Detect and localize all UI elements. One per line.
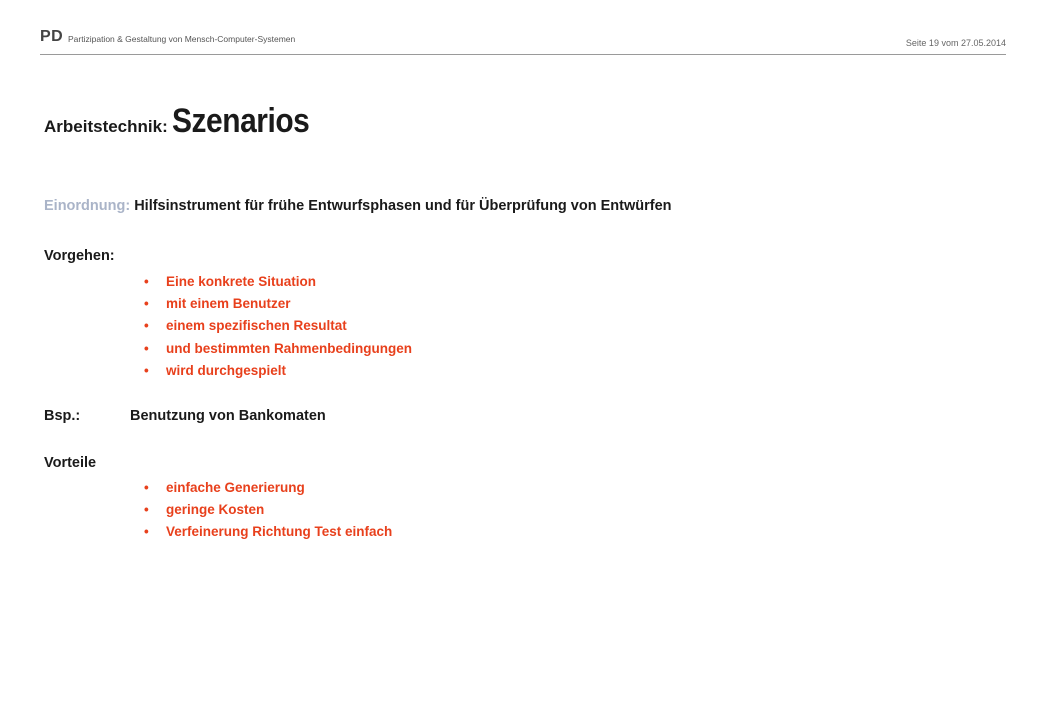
bullet-dot: • xyxy=(144,341,149,356)
bullet-dot: • xyxy=(144,524,149,539)
vorgehen-item xyxy=(144,296,291,311)
vorgehen-item-text: mit einem Benutzer xyxy=(166,296,291,311)
slide-header xyxy=(40,26,1006,55)
vorteile-item-text: geringe Kosten xyxy=(166,502,265,517)
bullet-dot: • xyxy=(144,363,149,378)
pd-logo: PD xyxy=(40,28,64,45)
vorteile-item xyxy=(144,480,305,495)
vorgehen-item-text: wird durchgespielt xyxy=(166,363,287,378)
bsp-line xyxy=(44,408,326,424)
einordnung-line xyxy=(44,198,672,214)
bsp-label: Bsp.: xyxy=(44,408,81,424)
bsp-text: Benutzung von Bankomaten xyxy=(130,408,326,424)
page-info: Seite 19 vom 27.05.2014 xyxy=(905,38,1006,48)
slide-title xyxy=(44,102,328,141)
vorteile-item xyxy=(144,502,264,517)
bullet-dot: • xyxy=(144,296,149,311)
bullet-dot: • xyxy=(144,274,149,289)
bullet-dot: • xyxy=(144,318,149,333)
vorteile-item-text: Verfeinerung Richtung Test einfach xyxy=(166,524,393,539)
title-main: Szenarios xyxy=(172,102,310,140)
einordnung-text: Hilfsinstrument für frühe Entwurfsphasen und für Überprüfung von Entwürfen xyxy=(134,198,672,214)
bullet-dot: • xyxy=(144,480,149,495)
vorgehen-item xyxy=(144,318,347,333)
header-subtitle: Partizipation & Gestaltung von Mensch-Computer-Systemen xyxy=(68,34,296,44)
vorteile-item-text: einfache Generierung xyxy=(166,480,305,495)
vorteile-heading: Vorteile xyxy=(44,455,97,471)
vorgehen-item-text: und bestimmten Rahmenbedingungen xyxy=(166,341,413,356)
vorgehen-item xyxy=(144,274,316,289)
vorgehen-item-text: Eine konkrete Situation xyxy=(166,274,317,289)
vorgehen-heading: Vorgehen: xyxy=(44,248,115,264)
vorteile-item xyxy=(144,524,392,539)
title-prefix: Arbeitstechnik: xyxy=(44,117,168,136)
einordnung-label: Einordnung: xyxy=(44,198,131,214)
vorgehen-item xyxy=(144,341,412,356)
bullet-dot: • xyxy=(144,502,149,517)
vorgehen-item xyxy=(144,363,286,378)
vorgehen-item-text: einem spezifischen Resultat xyxy=(166,318,347,333)
